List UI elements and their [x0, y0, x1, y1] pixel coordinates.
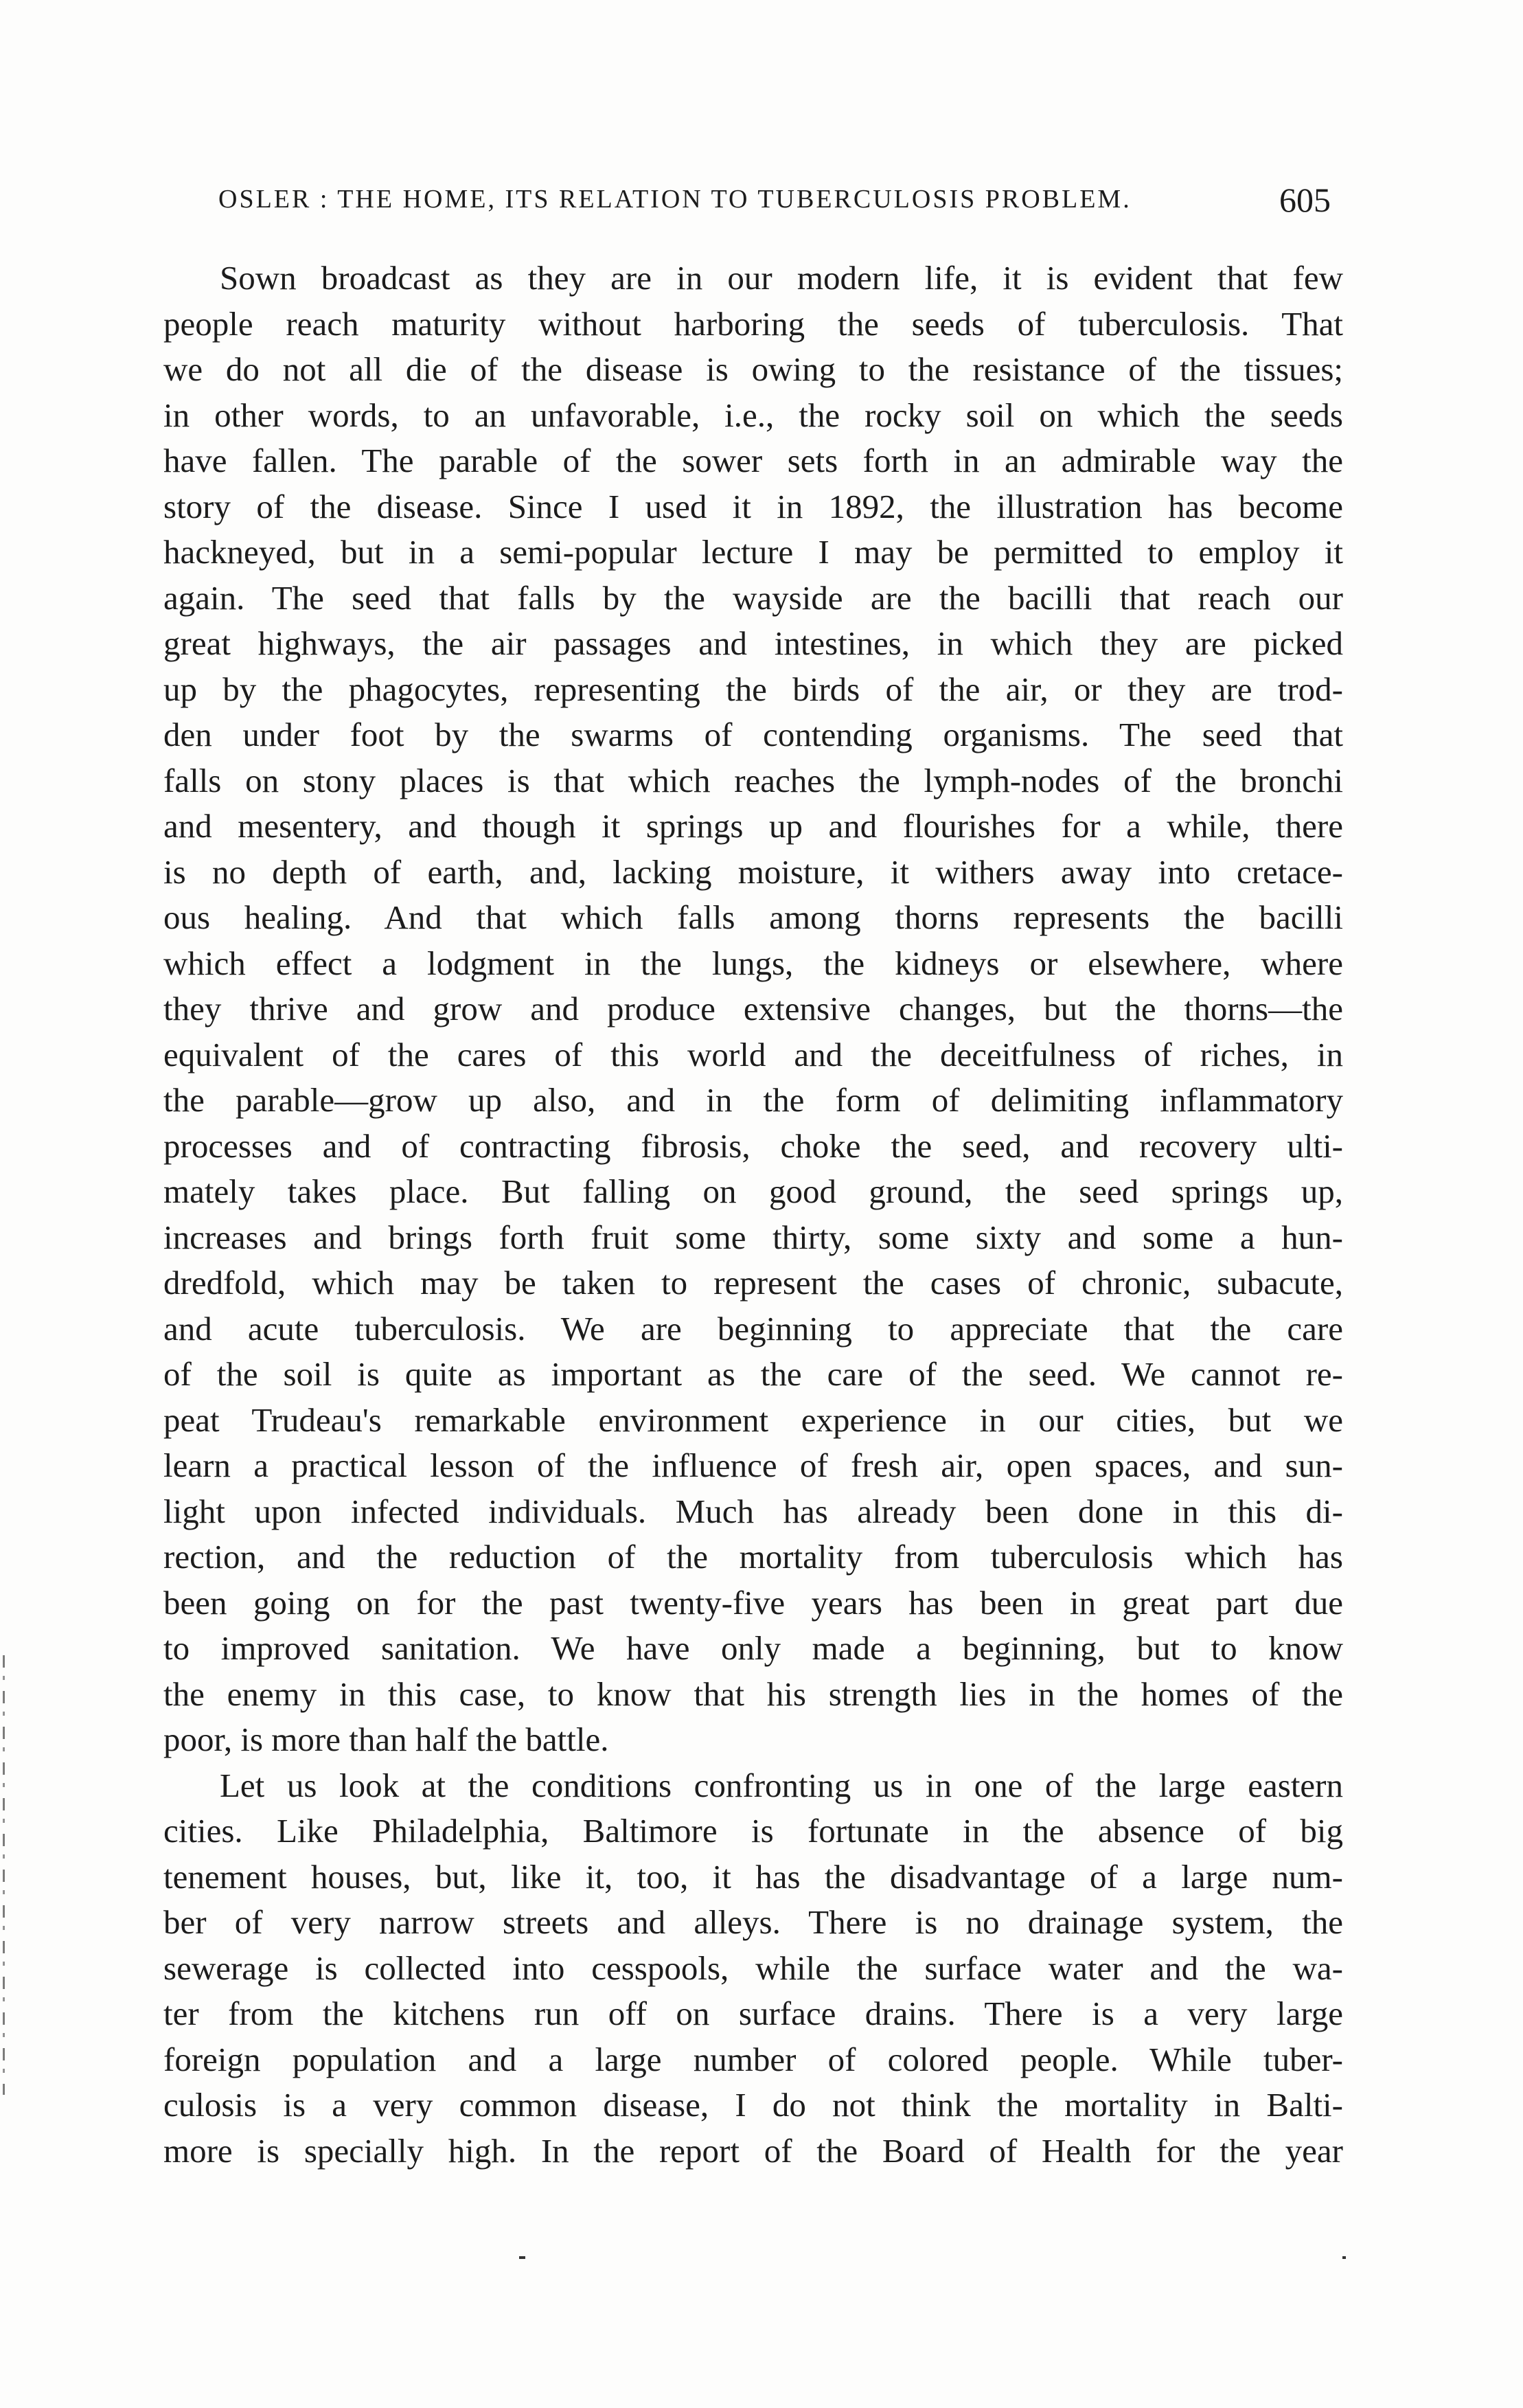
- text-line: great highways, the air passages and intestines, in which they are picked: [163, 624, 1343, 662]
- text-line: ous healing. And that which falls among thorns represents the bacilli: [163, 898, 1343, 936]
- text-line: increases and brings forth fruit some thirty, some sixty and some a hun-: [163, 1218, 1343, 1256]
- running-header: [218, 180, 1331, 228]
- text-line: been going on for the past twenty-five years has been in great part due: [163, 1583, 1343, 1622]
- text-line: Let us look at the conditions confronting us in one of the large eastern: [220, 1766, 1343, 1804]
- text-line: the enemy in this case, to know that his strength lies in the homes of the: [163, 1674, 1343, 1713]
- text-line: have fallen. The parable of the sower sets forth in an admirable way the: [163, 442, 1343, 479]
- text-line: culosis is a very common disease, I do not think the mortality in Balti-: [163, 2086, 1343, 2124]
- text-line: foreign population and a large number of colored people. While tuber-: [163, 2040, 1343, 2078]
- text-line: equivalent of the cares of this world and the deceitfulness of riches, in: [163, 1035, 1343, 1074]
- text-line: learn a practical lesson of the influence of fresh air, open spaces, and sun-: [163, 1446, 1343, 1484]
- text-line: to improved sanitation. We have only made a beginning, but to know: [163, 1629, 1343, 1667]
- text-line: rection, and the reduction of the mortality from tuberculosis which has: [163, 1538, 1343, 1576]
- ink-speck: [1342, 2256, 1346, 2259]
- text-line: and mesentery, and though it springs up and flourishes for a while, there: [163, 807, 1343, 845]
- page-number: 605: [1279, 181, 1331, 219]
- text-line: sewerage is collected into cesspools, while the surface water and the wa-: [163, 1949, 1343, 1987]
- text-line: the parable—grow up also, and in the form of delimiting inflammatory: [163, 1081, 1343, 1119]
- text-line: which effect a lodgment in the lungs, the kidneys or elsewhere, where: [163, 944, 1343, 982]
- body-text: [163, 255, 1343, 2174]
- text-line: people reach maturity without harboring the seeds of tuberculosis. That: [163, 304, 1343, 343]
- text-line: ter from the kitchens run off on surface drains. There is a very large: [163, 1995, 1343, 2032]
- text-line: ber of very narrow streets and alleys. There is no drainage system, the: [163, 1903, 1343, 1941]
- text-line: we do not all die of the disease is owing to the resistance of the tissues;: [163, 350, 1343, 388]
- text-line: hackneyed, but in a semi-popular lecture I may be permitted to employ it: [163, 533, 1343, 571]
- text-line: again. The seed that falls by the wayside are the bacilli that reach our: [163, 578, 1343, 617]
- text-line: mately takes place. But falling on good ground, the seed springs up,: [163, 1172, 1343, 1210]
- text-line: story of the disease. Since I used it in 1892, the illustration has become: [163, 487, 1343, 525]
- text-line: peat Trudeau's remarkable environment experience in our cities, but we: [163, 1400, 1343, 1439]
- text-line: more is specially high. In the report of the Board of Health for the year: [163, 2131, 1343, 2170]
- text-line: dredfold, which may be taken to represent the cases of chronic, subacute,: [163, 1264, 1343, 1302]
- text-line: and acute tuberculosis. We are beginning to appreciate that the care: [163, 1309, 1343, 1348]
- text-line: processes and of contracting fibrosis, choke the seed, and recovery ulti-: [163, 1126, 1343, 1165]
- text-line: of the soil is quite as important as the care of the seed. We cannot re-: [163, 1355, 1343, 1393]
- text-line: falls on stony places is that which reaches the lymph-nodes of the bronchi: [163, 761, 1343, 799]
- text-line: up by the phagocytes, representing the birds of the air, or they are trod-: [163, 670, 1343, 708]
- running-title: OSLER : THE HOME, ITS RELATION TO TUBERCULOSIS PROBLEM.: [218, 185, 1132, 214]
- text-line: cities. Like Philadelphia, Baltimore is fortunate in the absence of big: [163, 1812, 1343, 1850]
- ink-speck: [519, 2256, 525, 2259]
- text-line: is no depth of earth, and, lacking moisture, it withers away into cretace-: [163, 852, 1343, 891]
- text-line: light upon infected individuals. Much has already been done in this di-: [163, 1492, 1343, 1530]
- text-line: den under foot by the swarms of contending organisms. The seed that: [163, 716, 1343, 753]
- binding-edge-mark: [3, 1655, 5, 2095]
- text-line: they thrive and grow and produce extensive changes, but the thorns—the: [163, 990, 1343, 1027]
- text-line: in other words, to an unfavorable, i.e., the rocky soil on which the seeds: [163, 396, 1343, 434]
- text-line: poor, is more than half the battle.: [163, 1720, 609, 1758]
- text-line: Sown broadcast as they are in our modern life, it is evident that few: [220, 259, 1343, 297]
- text-line: tenement houses, but, like it, too, it has the disadvantage of a large num-: [163, 1857, 1343, 1896]
